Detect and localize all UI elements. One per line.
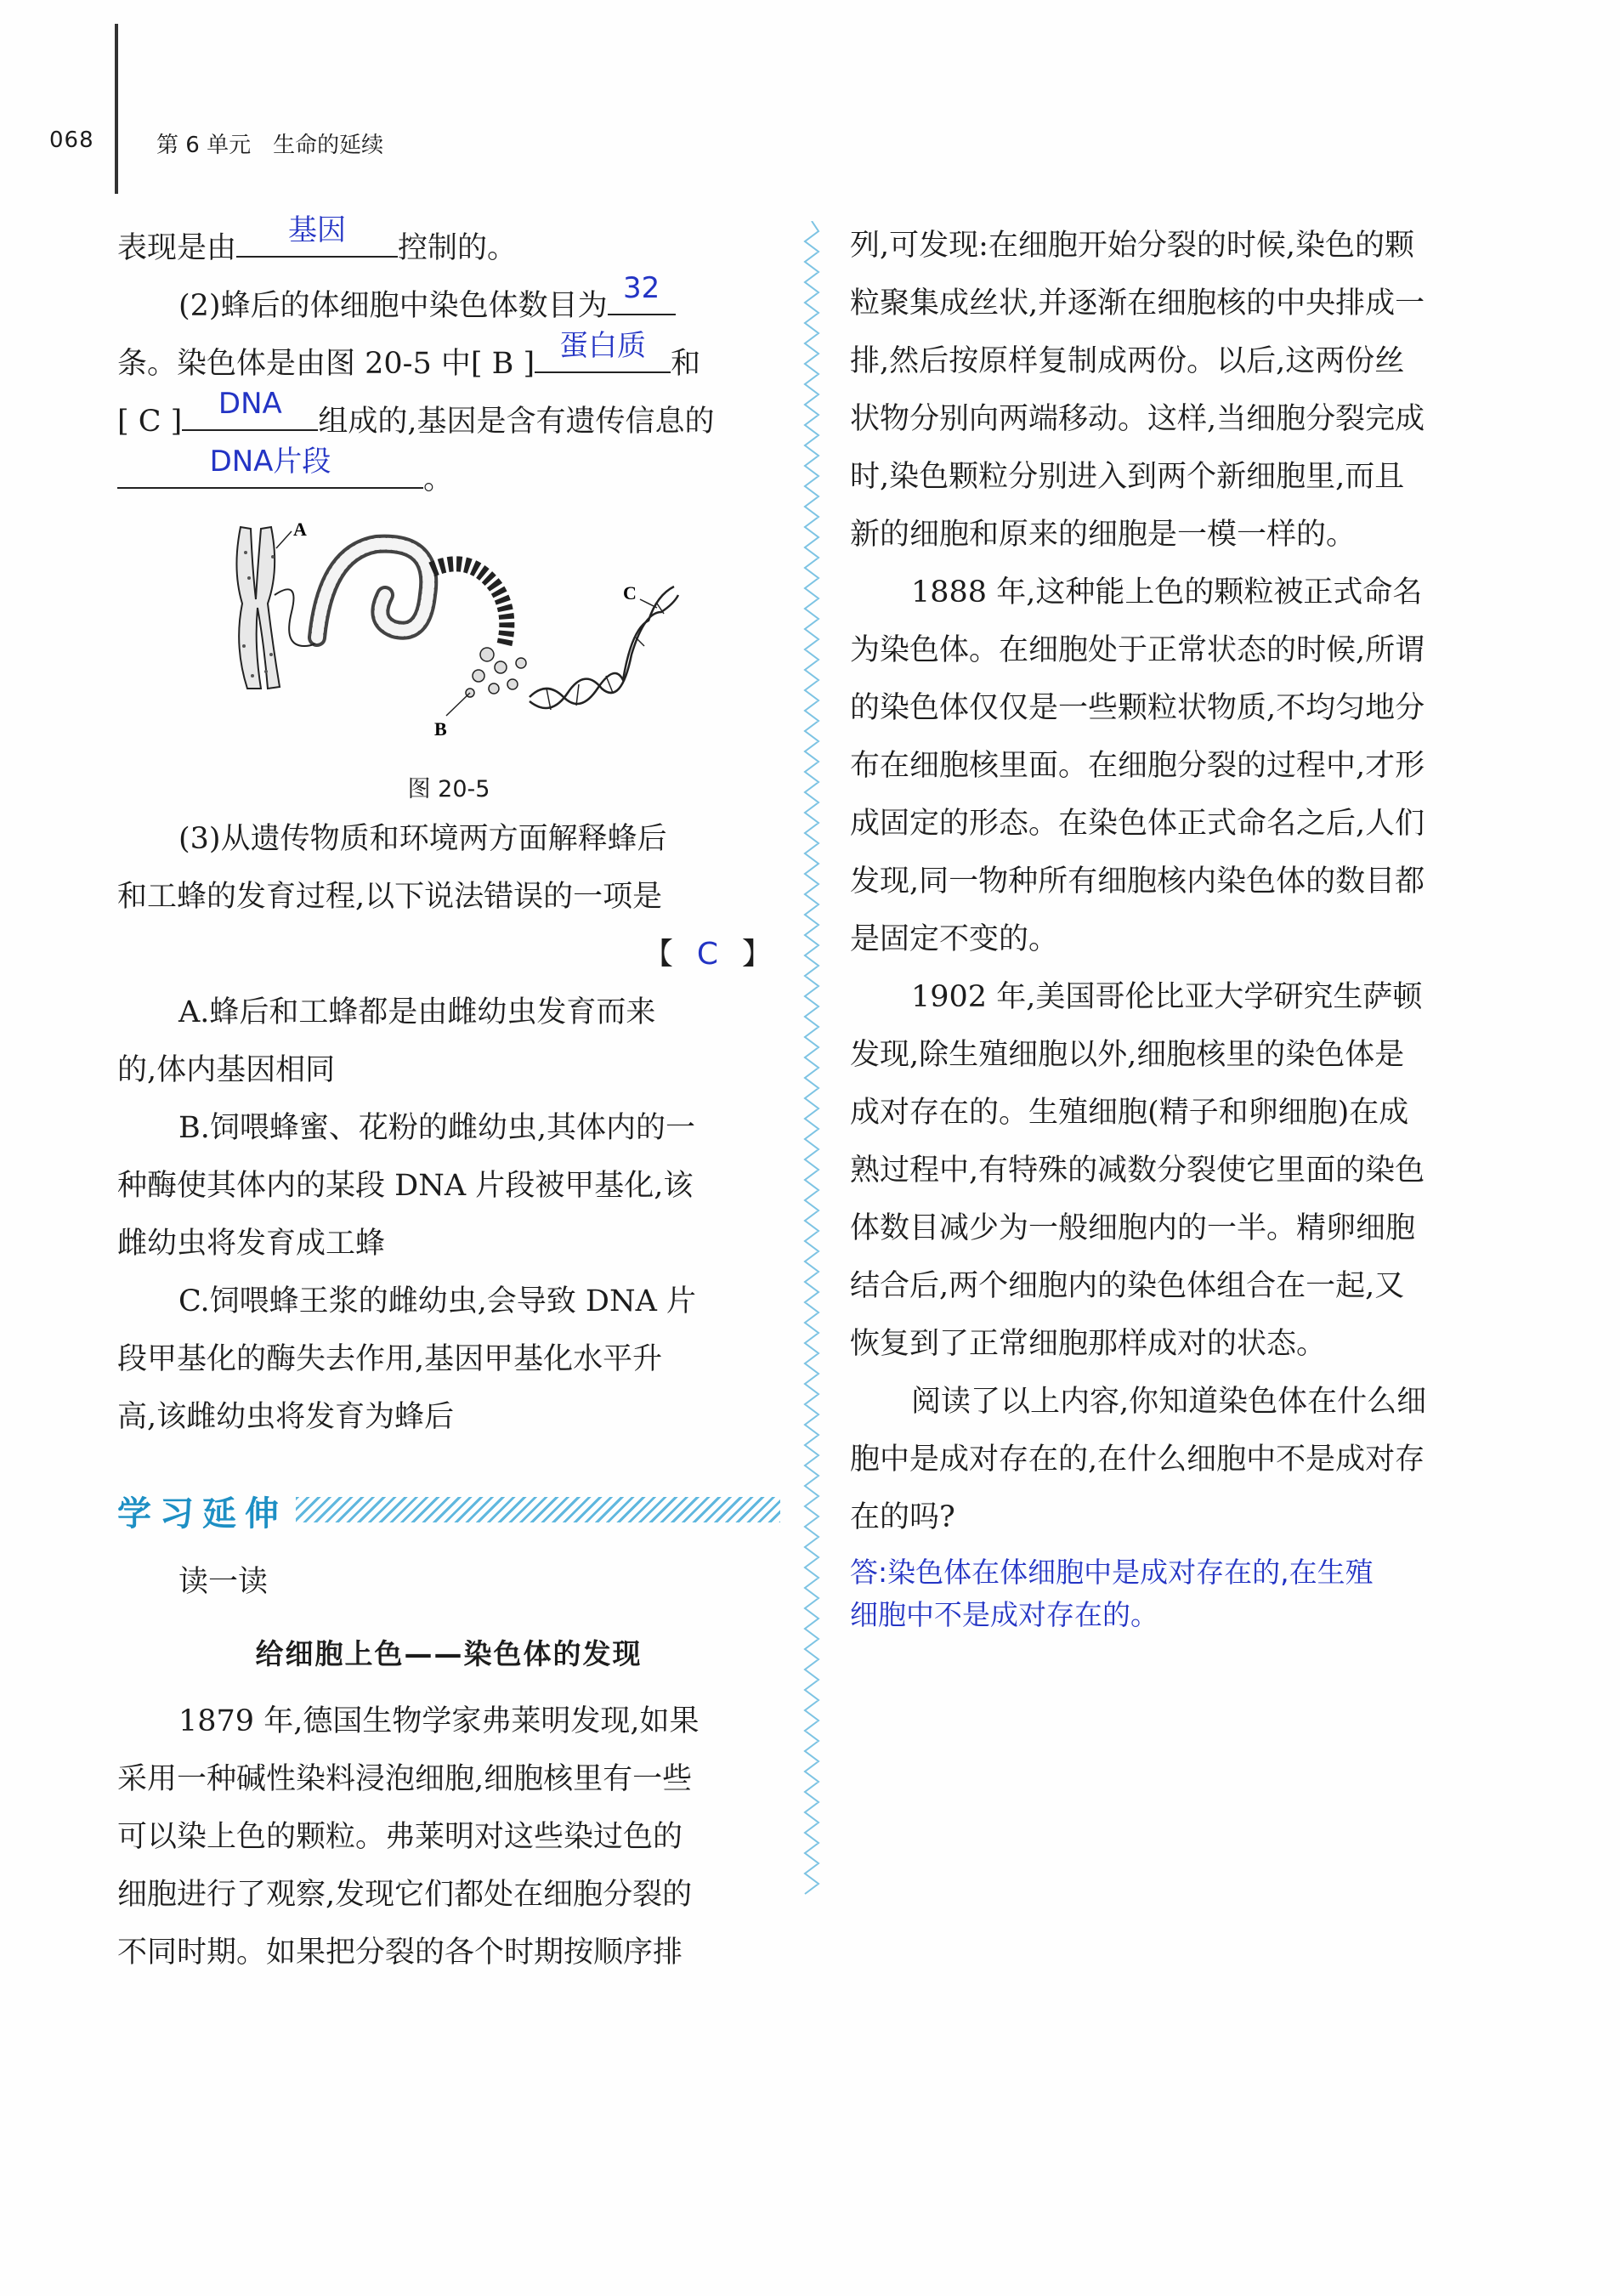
- q1-tail-line: [117, 213, 780, 275]
- text: [ C ]: [117, 405, 183, 439]
- section-hatch-decoration: [296, 1497, 780, 1522]
- article-line: 1879 年,德国生物学家弗莱明发现,如果: [178, 1704, 700, 1738]
- header-rule: [115, 24, 118, 194]
- para2-line: 布在细胞核里面。在细胞分裂的过程中,才形: [850, 749, 1425, 783]
- para3-line: 恢复到了正常细胞那样成对的状态。: [850, 1327, 1327, 1361]
- para2-line: 是固定不变的。: [850, 922, 1059, 956]
- handwritten-choice: C: [696, 937, 718, 972]
- option-b-line: B.饲喂蜂蜜、花粉的雌幼虫,其体内的一: [178, 1111, 695, 1145]
- text: 表现是由: [117, 231, 237, 265]
- label-a: A: [293, 519, 307, 540]
- para1-line: 新的细胞和原来的细胞是一模一样的。: [850, 518, 1357, 552]
- handwritten-answer: DNA片段: [209, 445, 331, 479]
- dna-helix: [530, 587, 674, 704]
- para3-line: 1902 年,美国哥伦比亚大学研究生萨顿: [911, 980, 1423, 1014]
- question-line: 阅读了以上内容,你知道染色体在什么细: [911, 1385, 1427, 1419]
- answer-blank: [535, 329, 671, 373]
- chromosome-figure: [224, 519, 683, 744]
- para3-line: 结合后,两个细胞内的染色体组合在一起,又: [850, 1269, 1405, 1303]
- para3-line: 体数目减少为一般细胞内的一半。精卵细胞: [850, 1211, 1416, 1245]
- option-c-line: 高,该雌幼虫将发育为蜂后: [117, 1400, 455, 1434]
- option-b-line: 种酶使其体内的某段 DNA 片段被甲基化,该: [117, 1169, 694, 1203]
- option-c-line: C.饲喂蜂王浆的雌幼虫,会导致 DNA 片: [178, 1284, 696, 1318]
- article-title: 给细胞上色——染色体的发现: [255, 1637, 643, 1670]
- figure-caption: 图 20-5: [407, 776, 490, 802]
- column-separator: [799, 221, 824, 2015]
- text: (2)蜂后的体细胞中染色体数目为: [178, 289, 608, 323]
- handwritten-answer: 32: [622, 271, 660, 305]
- question-line: 在的吗?: [850, 1500, 955, 1534]
- article-line: 采用一种碱性染料浸泡细胞,细胞核里有一些: [117, 1762, 693, 1796]
- nucleosome-beads: [466, 648, 526, 697]
- para1-line: 时,染色颗粒分别进入到两个新细胞里,而且: [850, 460, 1405, 494]
- para2-line: 成固定的形态。在染色体正式命名之后,人们: [850, 807, 1425, 841]
- handwritten-answer: 蛋白质: [559, 329, 647, 363]
- label-b: B: [434, 718, 447, 740]
- para2-line: 为染色体。在细胞处于正常状态的时候,所谓: [850, 633, 1425, 667]
- figure-area: [117, 506, 780, 761]
- chromosome-drawing: [236, 527, 280, 689]
- option-b-line: 雌幼虫将发育成工蜂: [117, 1227, 386, 1261]
- bracket-open: 【: [643, 938, 673, 972]
- handwritten-answer: 基因: [288, 213, 347, 247]
- text: 控制的。: [398, 231, 518, 265]
- handwritten-answer: DNA: [218, 387, 282, 421]
- right-column: [850, 217, 1521, 1636]
- para2-line: 的染色体仅仅是一些颗粒状物质,不均匀地分: [850, 691, 1425, 725]
- text: 组成的,基因是含有遗传信息的: [318, 405, 715, 439]
- text: 条。染色体是由图 20-5 中[ B ]: [117, 347, 535, 381]
- answer-bracket: [117, 926, 780, 984]
- subheading: 读一读: [178, 1565, 269, 1599]
- handwritten-answer-block: [850, 1551, 1521, 1636]
- page-number: 068: [49, 128, 94, 153]
- article-line: 不同时期。如果把分裂的各个时期按顺序排: [117, 1936, 683, 1970]
- q2-line: [117, 445, 780, 506]
- section-header: [117, 1471, 780, 1548]
- q3-line-2: 和工蜂的发育过程,以下说法错误的一项是: [117, 880, 663, 914]
- article-line: 可以染上色的颗粒。弗莱明对这些染过色的: [117, 1820, 683, 1854]
- para1-line: 列,可发现:在细胞开始分裂的时候,染色的颗: [850, 229, 1415, 263]
- question-line: 胞中是成对存在的,在什么细胞中不是成对存: [850, 1443, 1425, 1477]
- bracket-close: 】: [741, 938, 772, 972]
- para3-line: 熟过程中,有特殊的减数分裂使它里面的染色: [850, 1154, 1425, 1188]
- answer-line: 细胞中不是成对存在的。: [850, 1598, 1158, 1631]
- para1-line: 粒聚集成丝状,并逐渐在细胞核的中央排成一: [850, 286, 1425, 320]
- text: 和: [671, 347, 701, 381]
- answer-line: 答:染色体在体细胞中是成对存在的,在生殖: [850, 1556, 1374, 1589]
- answer-blank: [608, 271, 676, 315]
- article-line: 细胞进行了观察,发现它们都处在细胞分裂的: [117, 1878, 693, 1912]
- unit-title: 第 6 单元 生命的延续: [156, 133, 384, 158]
- answer-blank: [182, 387, 318, 431]
- para3-line: 成对存在的。生殖细胞(精子和卵细胞)在成: [850, 1096, 1409, 1130]
- section-title: 学习延伸: [117, 1494, 287, 1534]
- para2-line: 1888 年,这种能上色的颗粒被正式命名: [911, 575, 1423, 609]
- answer-blank: [117, 445, 423, 489]
- para2-line: 发现,同一物种所有细胞核内染色体的数目都: [850, 865, 1425, 899]
- answer-blank: [236, 213, 398, 258]
- option-a-line: 的,体内基因相同: [117, 1053, 336, 1087]
- text: 。: [423, 462, 454, 496]
- para1-line: 状物分别向两端移动。这样,当细胞分裂完成: [850, 402, 1425, 436]
- para3-line: 发现,除生殖细胞以外,细胞核里的染色体是: [850, 1038, 1405, 1072]
- label-c: C: [623, 582, 637, 604]
- para1-line: 排,然后按原样复制成两份。以后,这两份丝: [850, 344, 1405, 378]
- q2-line: [117, 271, 780, 332]
- q3-line-1: (3)从遗传物质和环境两方面解释蜂后: [178, 822, 667, 856]
- left-column: [117, 213, 780, 1981]
- option-a-line: A.蜂后和工蜂都是由雌幼虫发育而来: [178, 995, 656, 1029]
- option-c-line: 段甲基化的酶失去作用,基因甲基化水平升: [117, 1342, 663, 1376]
